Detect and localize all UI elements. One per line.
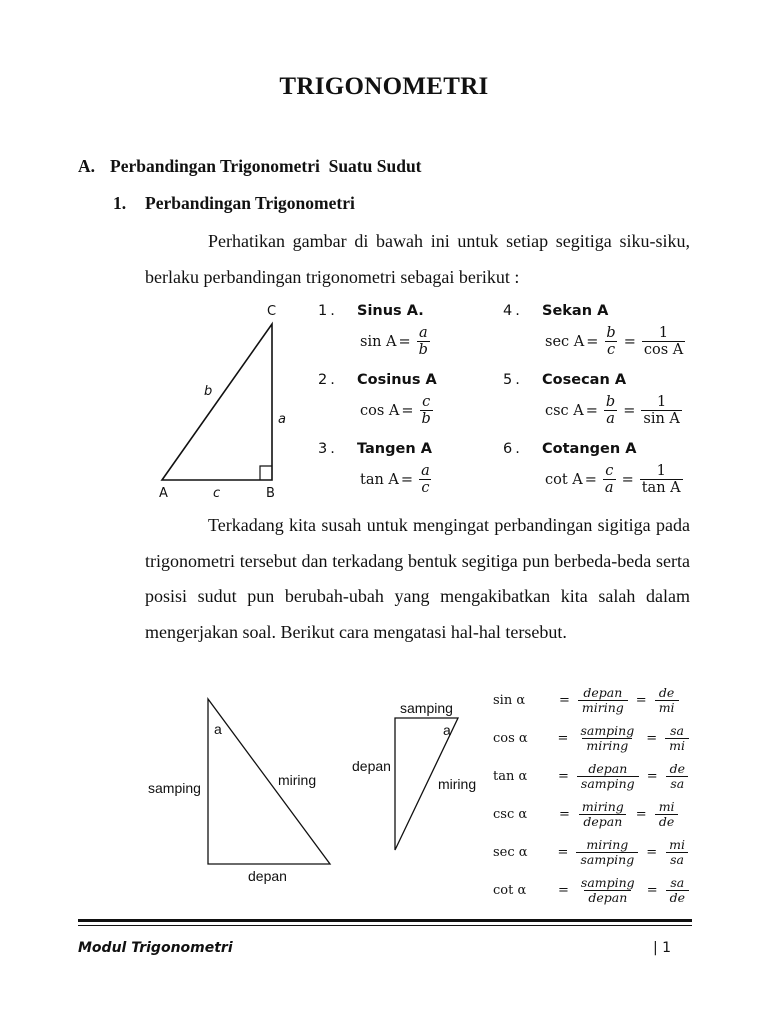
footer-page-number: | 1 bbox=[653, 940, 672, 956]
formula-lhs: cos A bbox=[360, 402, 400, 419]
hint-lhs: cot α bbox=[493, 882, 527, 898]
vertex-c-label: C bbox=[267, 304, 277, 319]
formula-fraction: $\frac{a}{b}$ bbox=[418, 325, 428, 358]
triangle-samping-figure bbox=[148, 696, 340, 884]
formula-fraction: $\frac{1}{\text{sin A}}$ bbox=[643, 394, 680, 427]
hint-formula-row: tan α = $\frac{\text{depan}}{\text{samping}}$ = $\frac{de}{sa}$ bbox=[493, 759, 693, 793]
hint-formula-row: sin α = $\frac{\text{depan}}{\text{miring}}$ = $\frac{de}{mi}$ bbox=[493, 683, 693, 717]
method-paragraph bbox=[145, 508, 690, 650]
formula-fraction: $\frac{c}{b}$ bbox=[421, 394, 431, 427]
footer-module-title: Modul Trigonometri bbox=[78, 940, 233, 956]
section-a-heading bbox=[78, 156, 422, 177]
hint-lhs: cos α bbox=[493, 730, 528, 746]
formula-name: Cosinus A bbox=[357, 372, 437, 388]
formula-number: 3. bbox=[318, 441, 338, 457]
intro-paragraph bbox=[145, 224, 690, 295]
formula-lhs: sec A bbox=[545, 333, 585, 350]
formula-fraction: $\frac{a}{c}$ bbox=[421, 463, 430, 496]
hint-lhs: sec α bbox=[493, 844, 528, 860]
formula-number: 2. bbox=[318, 372, 338, 388]
formula-lhs: csc A bbox=[545, 402, 584, 419]
hint-short-fraction: $\frac{de}{mi}$ bbox=[655, 686, 679, 715]
hint-short-fraction: $\frac{sa}{mi}$ bbox=[665, 724, 689, 753]
formula-name: Sinus A. bbox=[357, 303, 424, 319]
formula-name: Cotangen A bbox=[542, 441, 637, 457]
triangle2-angle-label: a bbox=[214, 721, 222, 737]
hint-formula-row: cot α = $\frac{\text{samping}}{\text{depan}}$ = $\frac{sa}{de}$ bbox=[493, 873, 693, 907]
formula-fraction: $\frac{b}{a}$ bbox=[605, 394, 616, 427]
triangle2-samping-label: samping bbox=[148, 780, 201, 796]
triangle2-depan-label: depan bbox=[248, 868, 287, 884]
formula-fraction: $\frac{1}{\text{tan A}}$ bbox=[641, 463, 681, 496]
formula-equation: sin A = $\frac{a}{b}$ bbox=[360, 325, 428, 358]
hint-fraction: $\frac{\text{depan}}{\text{samping}}$ bbox=[577, 762, 639, 791]
formula-number: 4. bbox=[503, 303, 523, 319]
hint-fraction: $\frac{\text{samping}}{\text{depan}}$ bbox=[580, 874, 635, 905]
triangle3-depan-label: depan bbox=[352, 758, 391, 774]
formula-fraction: $\frac{b}{c}$ bbox=[606, 325, 616, 358]
section-1-text: Perbandingan Trigonometri bbox=[145, 193, 355, 213]
hint-fraction: $\frac{\text{depan}}{\text{miring}}$ bbox=[578, 686, 628, 715]
vertex-a-label: A bbox=[159, 486, 168, 501]
page-title: TRIGONOMETRI bbox=[279, 73, 489, 100]
formula-lhs: sin A bbox=[360, 333, 397, 350]
side-b-label: b bbox=[204, 384, 213, 399]
section-a-text: Perbandingan Trigonometri Suatu Sudut bbox=[110, 156, 422, 176]
triangle2-miring-label: miring bbox=[278, 772, 317, 788]
footer-rule-thick bbox=[78, 919, 692, 922]
triangle3-miring-label: miring bbox=[438, 776, 477, 792]
section-1-marker: 1. bbox=[113, 193, 127, 213]
hint-short-fraction: $\frac{mi}{sa}$ bbox=[665, 838, 689, 867]
formula-name: Cosecan A bbox=[542, 372, 627, 388]
formula-equation: cos A = $\frac{c}{b}$ bbox=[360, 394, 431, 427]
formula-lhs: tan A bbox=[360, 471, 399, 488]
triangle3-angle-label: a bbox=[443, 722, 451, 738]
formula-name: Tangen A bbox=[357, 441, 432, 457]
hint-short-fraction: $\frac{de}{sa}$ bbox=[666, 762, 689, 791]
formula-fraction: $\frac{c}{a}$ bbox=[604, 463, 614, 496]
hint-lhs: sin α bbox=[493, 692, 526, 708]
hint-formula-row: csc α = $\frac{\text{miring}}{\text{depan}}$ = $\frac{mi}{de}$ bbox=[493, 797, 693, 831]
section-a-marker: A. bbox=[78, 156, 96, 176]
hint-fraction: $\frac{\text{samping}}{\text{miring}}$ bbox=[580, 722, 635, 753]
formula-lhs: cot A bbox=[545, 471, 583, 488]
hint-fraction: $\frac{\text{miring}}{\text{samping}}$ bbox=[576, 838, 638, 867]
side-a-label: a bbox=[278, 412, 286, 427]
section-1-heading bbox=[113, 193, 355, 214]
formula-number: 5. bbox=[503, 372, 523, 388]
hint-short-fraction: $\frac{sa}{de}$ bbox=[666, 876, 689, 905]
formula-equation: sec A = $\frac{b}{c}$ = $\frac{1}{\text{cos A}}$ bbox=[545, 325, 684, 358]
formula-equation: csc A = $\frac{b}{a}$ = $\frac{1}{\text{sin A}}$ bbox=[545, 394, 680, 427]
footer-rule-thin bbox=[78, 925, 692, 926]
triangle-depan-figure bbox=[350, 700, 477, 860]
vertex-b-label: B bbox=[266, 486, 275, 501]
hint-formula-row: sec α = $\frac{\text{miring}}{\text{samping}}$ = $\frac{mi}{sa}$ bbox=[493, 835, 693, 869]
formula-equation: cot A = $\frac{c}{a}$ = $\frac{1}{\text{tan A}}$ bbox=[545, 463, 681, 496]
hint-formula-row: cos α = $\frac{\text{samping}}{\text{miring}}$ = $\frac{sa}{mi}$ bbox=[493, 721, 693, 755]
intro-paragraph-text: Perhatikan gambar di bawah ini untuk setiap segitiga siku-siku, berlaku perbandingan trigonometri sebagai berikut : bbox=[145, 231, 690, 287]
hint-fraction: $\frac{\text{miring}}{\text{depan}}$ bbox=[578, 800, 628, 829]
method-paragraph-text: Terkadang kita susah untuk mengingat perbandingan sigitiga pada trigonometri tersebut dan terkadang bentuk segitiga pun berbeda-beda serta posisi sudut pun berubah-ubah yang mengakibatkan kita salah dalam mengerjakan soal. Berikut cara mengatasi hal-hal tersebut. bbox=[145, 515, 690, 642]
formula-equation: tan A = $\frac{a}{c}$ bbox=[360, 463, 430, 496]
side-c-label: c bbox=[213, 486, 221, 501]
hint-lhs: tan α bbox=[493, 768, 528, 784]
formula-number: 1. bbox=[318, 303, 338, 319]
formula-number: 6. bbox=[503, 441, 523, 457]
formula-fraction: $\frac{1}{\text{cos A}}$ bbox=[643, 325, 684, 358]
triangle3-samping-label: samping bbox=[400, 700, 453, 716]
triangle-abc-figure bbox=[150, 300, 290, 501]
formula-name: Sekan A bbox=[542, 303, 609, 319]
hint-lhs: csc α bbox=[493, 806, 528, 822]
triangle-abc-drawing bbox=[150, 300, 290, 485]
hint-short-fraction: $\frac{mi}{de}$ bbox=[655, 800, 679, 829]
